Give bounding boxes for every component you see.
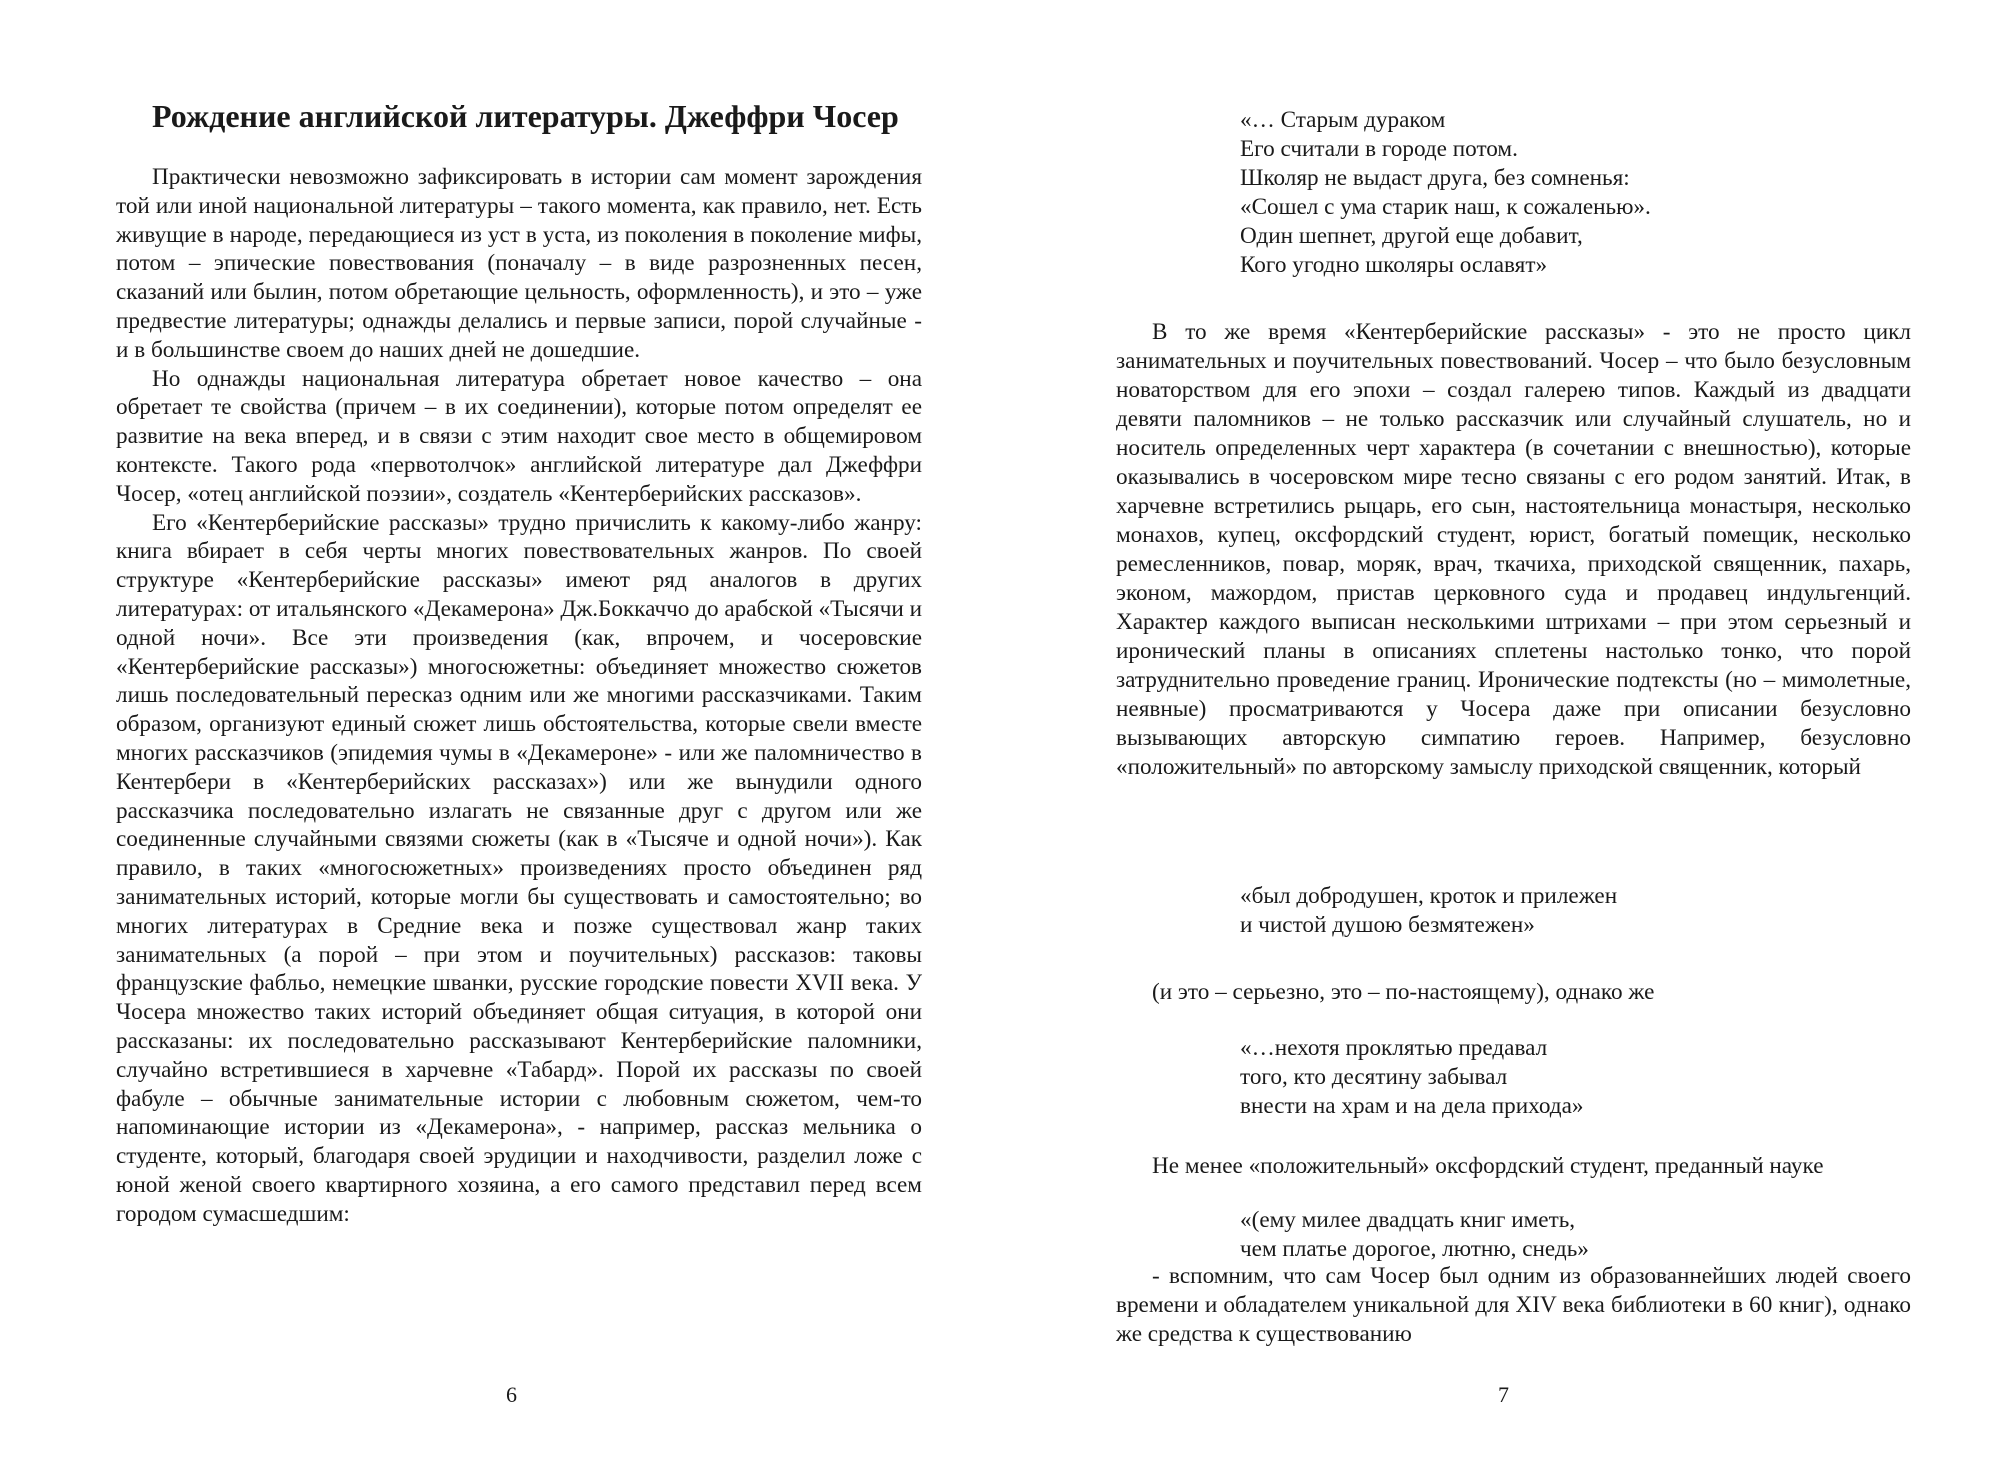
left-page-body xyxy=(116,163,922,1228)
verse-quote xyxy=(1240,106,1651,280)
verse-line: того, кто десятину забывал xyxy=(1240,1064,1508,1090)
verse-quote xyxy=(1240,882,1617,940)
verse-line: «…нехотя проклятью предавал xyxy=(1240,1035,1548,1061)
verse-line: «Сошел с ума старик наш, к сожаленью». xyxy=(1240,194,1651,220)
paragraph: Но однажды национальная литература обретает новое качество – она обретает те свойства (причем – в их соединении), которые потом определят ее развитие на века вперед, и в связи с этим находит свое место в общемировом контексте. Такого рода «первотолчок» английской литературе дал Джеффри Чосер, «отец английской поэзии», создатель «Кентерберийских рассказов». xyxy=(116,365,922,507)
verse-line: Школяр не выдаст друга, без сомненья: xyxy=(1240,165,1630,191)
chapter-title: Рождение английской литературы. Джеффри Чосер xyxy=(152,98,899,134)
verse-line: Его считали в городе потом. xyxy=(1240,136,1518,162)
verse-quote xyxy=(1240,1206,1589,1264)
text-line: (и это – серьезно, это – по-настоящему), однако же xyxy=(1152,979,1655,1005)
page-number: 7 xyxy=(1498,1382,1509,1407)
paragraph: Практически невозможно зафиксировать в истории сам момент зарождения той или иной национальной литературы – такого момента, как правило, нет. Есть живущие в народе, передающиеся из уст в уста, из поколения в поколение мифы, потом – эпические повествования (поначалу – в виде разрозненных песен, сказаний или былин, потом обретающие цельность, оформленность), и это – уже предвестие литературы; однажды делались и первые записи, порой случайные - и в большинстве своем до наших дней не дошедшие. xyxy=(116,164,922,363)
verse-line: «… Старым дураком xyxy=(1240,107,1446,133)
paragraph: Его «Кентерберийские рассказы» трудно причислить к какому-либо жанру: книга вбирает в себя черты многих повествовательных жанров. По своей структуре «Кентерберийские рассказы» имеют ряд аналогов в других литературах: от итальянского «Декамерона» Дж.Боккаччо до арабской «Тысячи и одной ночи». Все эти произведения (как, впрочем, и чосеровские «Кентерберийские рассказы») многосюжетны: объединяет множество сюжетов лишь последовательный пересказ одним или же многими рассказчиками. Таким образом, организуют единый сюжет лишь обстоятельства, которые свели вместе многих рассказчиков (эпидемия чумы в «Декамероне» - или же паломничество в Кентербери в «Кентерберийских рассказах») или же вынудили одного рассказчика последовательно излагать не связанные друг с другом или же соединенные случайными связями сюжеты (как в «Тысяче и одной ночи»). Как правило, в таких «многосюжетных» произведениях просто объединен ряд занимательных историй, которые могли бы существовать и самостоятельно; во многих литературах в Средние века и позже существовал жанр таких занимательных (а порой – при этом и поучительных) рассказов: таковы французские фабльо, немецкие шванки, русские городские повести XVII века. У Чосера множество таких историй объединяет общая ситуация, в которой они рассказаны: их последовательно рассказывают Кентерберийские паломники, случайно встретившиеся в харчевне «Табард». Порой их рассказы по своей фабуле – обычные занимательные истории с любовным сюжетом, чем-то напоминающие истории из «Декамерона», - например, рассказ мельника о студенте, который, благодаря своей эрудиции и находчивости, разделил ложе с юной женой своего квартирного хозяина, а его самого представил перед всем городом сумасшедшим: xyxy=(116,509,922,1227)
verse-line: Один шепнет, другой еще добавит, xyxy=(1240,223,1583,249)
verse-line: «был добродушен, кроток и прилежен xyxy=(1240,883,1618,909)
right-page xyxy=(1000,0,2000,1459)
verse-line: и чистой душою безмятежен» xyxy=(1240,912,1535,938)
right-page-body xyxy=(1116,318,1911,782)
verse-line: «(ему милее двадцать книг иметь, xyxy=(1240,1207,1576,1233)
page-number: 6 xyxy=(506,1382,517,1407)
verse-line: чем платье дорогое, лютню, снедь» xyxy=(1240,1236,1589,1262)
verse-line: Кого угодно школяры ославят» xyxy=(1240,252,1548,278)
paragraph: - вспомним, что сам Чосер был одним из образованнейших людей своего времени и обладателем уникальной для XIV века библиотеки в 60 книг), однако же средства к существованию xyxy=(1116,1263,1911,1347)
verse-line: внести на храм и на дела прихода» xyxy=(1240,1093,1584,1119)
verse-quote xyxy=(1240,1034,1584,1121)
text-line: Не менее «положительный» оксфордский студент, преданный науке xyxy=(1152,1153,1824,1179)
paragraph: В то же время «Кентерберийские рассказы» - это не просто цикл занимательных и поучительных повествований. Чосер – что было безусловным новаторством для его эпохи – создал галерею типов. Каждый из двадцати девяти паломников – не только рассказчик или случайный слушатель, но и носитель определенных черт характера (в сочетании с внешностью), которые оказывались в чосеровском мире тесно связаны с его родом занятий. Итак, в харчевне встретились рыцарь, его сын, настоятельница монастыря, несколько монахов, купец, оксфордский студент, юрист, богатый помещик, несколько ремесленников, повар, моряк, врач, ткачиха, приходской священник, пахарь, эконом, мажордом, пристав церковного суда и продавец индульгенций. Характер каждого выписан несколькими штрихами – при этом серьезный и иронический планы в описаниях сплетены настолько тонко, что порой затруднительно проведение границ. Иронические подтексты (но – мимолетные, неявные) просматриваются у Чосера даже при описании безусловно вызывающих авторскую симпатию героев. Например, безусловно «положительный» по авторскому замыслу приходской священник, который xyxy=(1116,319,1911,780)
right-page-tail xyxy=(1116,1262,1911,1349)
